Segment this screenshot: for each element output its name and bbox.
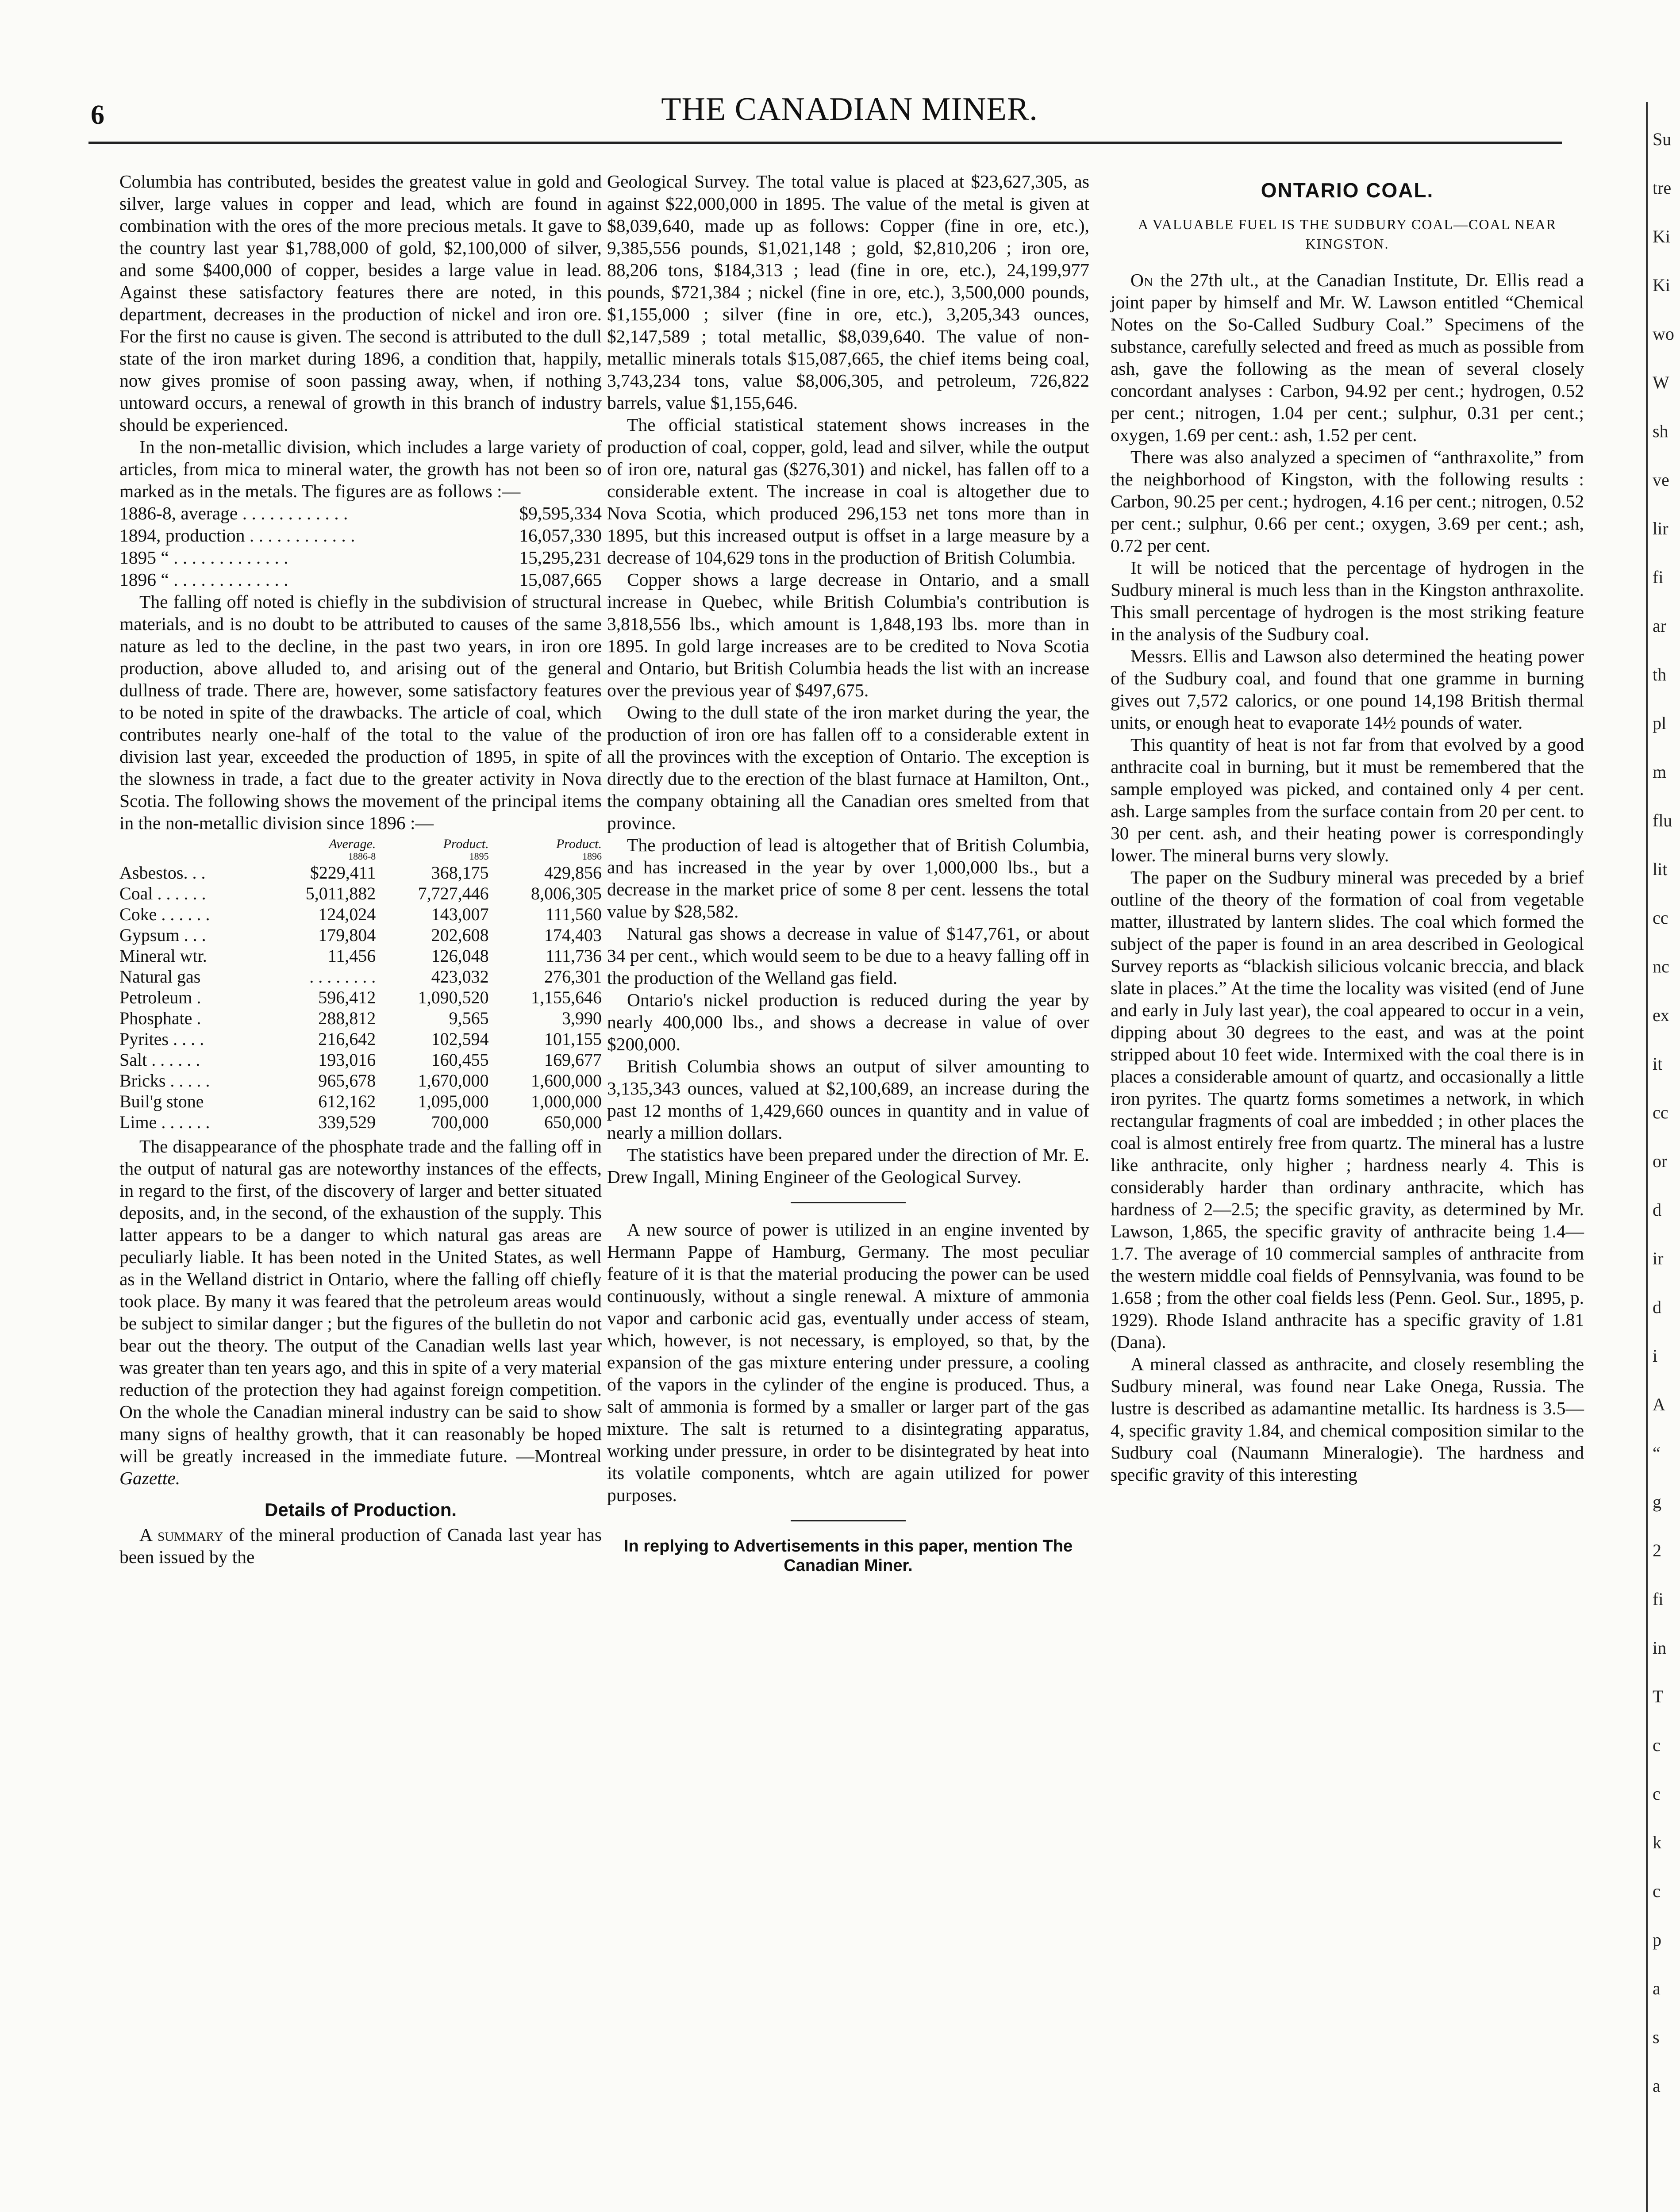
value-cell: 11,456: [327, 946, 376, 966]
value-cell: 202,608: [431, 925, 489, 945]
mineral-name: Mineral wtr.: [119, 946, 207, 966]
lead-words: On: [1130, 270, 1153, 290]
mineral-name: Lime . . . . . .: [119, 1112, 210, 1132]
adjacent-page-fragment: c: [1653, 1735, 1661, 1755]
value-cell: 7,727,446: [418, 883, 489, 903]
mineral-name: Coal . . . . . .: [119, 883, 206, 903]
table-row: [119, 1049, 602, 1070]
value-cell: 126,048: [431, 946, 489, 966]
figure-value: 15,087,665: [519, 569, 602, 590]
paragraph: This quantity of heat is not far from that evolved by a good anthracite coal in burning, but it must be remembered that the sample employed was picked, and contained only 4 per cent. ash. Large samples from the surface contain from 20 per cent. to 30 per cent. ash, and their heating power is correspondingly lower. The mineral burns very slowly.: [1111, 734, 1584, 865]
page-edge-rule: [1646, 102, 1648, 2212]
value-cell: 169,677: [544, 1050, 602, 1070]
paragraph: It will be noticed that the percentage of hydrogen in the Sudbury mineral is much less than in the Kingston anthraxolite. This small percentage of hydrogen is the most striking feature in the analysis of the Sudbury coal.: [1111, 557, 1584, 644]
paragraph: Ontario's nickel production is reduced during the year by nearly 400,000 lbs., and shows a decrease in value of over $200,000.: [607, 990, 1089, 1054]
adjacent-page-fragment: a: [1653, 1978, 1661, 1998]
adjacent-page-fragment: d: [1653, 1297, 1661, 1317]
value-cell: 276,301: [544, 967, 602, 987]
adjacent-page-fragment: s: [1653, 2027, 1660, 2047]
paragraph: The official statistical statement shows increases in the production of coal, copper, gold, lead and silver, while the output of iron ore, natural gas ($276,301) and nickel, has fallen off to a considerable extent. The increase in coal is altogether due to Nova Scotia, which produced 296,153 net tons more than in 1895, but this increased output is offset in a large measure by a decrease of 104,629 tons in the production of British Columbia.: [607, 415, 1089, 568]
adjacent-page-fragment: T: [1653, 1686, 1664, 1706]
adjacent-page-fragment: flu: [1653, 810, 1672, 830]
header-rule: [88, 142, 1562, 144]
value-cell: 111,560: [545, 904, 602, 924]
adjacent-page-fragment: lit: [1653, 859, 1668, 879]
paragraph: The falling off noted is chiefly in the subdivision of structural materials, and is no doubt to be attributed to causes of the same nature as led to the decline, in the past two years, in iron ore production, above alluded to, and arising out of the general dullness of trade. There are, however, some satisfactory features to be noted in spite of the drawbacks. The article of coal, which contributes nearly one-half of the total to the value of the division last year, exceeded the production of 1895, in spite of the slowness in trade, a fact due to the greater activity in Nova Scotia. The following shows the movement of the principal items in the non-metallic division since 1896 :—: [119, 591, 602, 833]
newspaper-title: THE CANADIAN MINER.: [661, 91, 1038, 127]
mineral-name: Coke . . . . . .: [119, 904, 210, 924]
adjacent-page-fragment: or: [1653, 1151, 1668, 1171]
mineral-name: Asbestos. . .: [119, 863, 206, 883]
mineral-name: Petroleum .: [119, 987, 201, 1007]
adjacent-page-fragment: sh: [1653, 421, 1668, 441]
adjacent-page-fragment: A: [1653, 1394, 1665, 1414]
adjacent-page-fragment: m: [1653, 762, 1667, 782]
value-cell: 368,175: [431, 863, 489, 883]
adjacent-page-fragment: Su: [1653, 129, 1672, 149]
figure-row: [119, 524, 602, 546]
value-cell: . . . . . . . .: [309, 967, 376, 987]
value-cell: 3,990: [562, 1008, 602, 1028]
value-cell: 1,090,520: [418, 987, 489, 1007]
paragraph: The paper on the Sudbury mineral was preceded by a brief outline of the theory of the formation of coal from vegetable matter, illustrated by lantern slides. The coal which formed the subject of the paper is found in an area described in Geological Survey reports as “blackish silicious volcanic breccia, and black slate in places.” At the time the locality was visited (end of June and early in July last year), the coal appeared to occur in a vein, dipping about 30 degrees to the east, and was at the point stripped about 10 feet wide. Intermixed with the coal there is in places a considerable amount of quartz, and occasionally a little iron pyrites. The quartz forms sometimes a network, in which rectangular fragments of coal are imbedded ; in other places the coal is almost entirely free from quartz. The mineral has a lustre like anthracite, only higher ; hardness nearly 4. This is considerably harder than ordinary anthracite, which has hardness of 2—2.5; the specific gravity, as determined by Mr. Lawson, 1,865, the specific gravity of anthracite being 1.4—1.7. The average of 10 commercial samples of anthracite from the western middle coal fields of Pennsylvania, was found to be 1.658 ; from the other coal fields less (Penn. Geol. Sur., 1895, p. 1929). Rhode Island anthracite has a specific gravity of 1.81 (Dana).: [1111, 867, 1584, 1352]
value-cell: 160,455: [431, 1050, 489, 1070]
section-divider: [791, 1520, 906, 1521]
figure-label: 1886-8, average . . . . . . . . . . . .: [119, 503, 348, 523]
table-subheader-row: [119, 851, 602, 862]
adjacent-page-fragment: nc: [1653, 956, 1669, 976]
paragraph: The statistics have been prepared under the direction of Mr. E. Drew Ingall, Mining Engineer of the Geological Survey.: [607, 1144, 1089, 1187]
adjacent-page-fragment: Ki: [1653, 227, 1670, 246]
column-subheader: [119, 851, 264, 862]
column-2: [607, 170, 1089, 1575]
adjacent-page-fragment: ir: [1653, 1248, 1664, 1268]
value-cell: 111,736: [545, 946, 602, 966]
figure-value: $9,595,334: [519, 503, 602, 523]
table-row: [119, 987, 602, 1008]
column-1: [119, 170, 602, 1568]
adjacent-page-fragment: th: [1653, 664, 1667, 684]
adjacent-page-fragment: ex: [1653, 1005, 1669, 1025]
value-cell: $229,411: [310, 863, 376, 883]
value-cell: 1,670,000: [418, 1071, 489, 1091]
paragraph: Columbia has contributed, besides the greatest value in gold and silver, large values in copper and lead, which are found in combination with the ores of the more precious metals. It gave to the country last year $1,788,000 of gold, $2,100,000 of silver, and some $400,000 of copper, besides a large value in lead. Against these satisfactory features there are noted, in this department, decreases in the production of nickel and iron ore. For the first no cause is given. The second is attributed to the dull state of the iron market during 1896, a condition that, happily, now gives promise of soon passing away, when, if nothing untoward occurs, a renewal of growth in this branch of industry should be experienced.: [119, 171, 602, 435]
section-divider: [791, 1202, 906, 1203]
figure-label: 1894, production . . . . . . . . . . . .: [119, 525, 355, 545]
figure-row: [119, 502, 602, 524]
value-cell: 101,155: [544, 1029, 602, 1049]
adjacent-page-fragment: 2: [1653, 1540, 1661, 1560]
section-heading: Details of Production.: [264, 1499, 457, 1520]
adjacent-page-fragment: g: [1653, 1492, 1661, 1512]
paragraph: Copper shows a large decrease in Ontario, and a small increase in Quebec, while British Columbia's contribution is 3,818,556 lbs., which amount is 1,848,193 lbs. more than in 1895. In gold large increases are to be credited to Nova Scotia and Ontario, but British Columbia heads the list with an increase over the previous year of $497,675.: [607, 569, 1089, 700]
paragraph: Geological Survey. The total value is placed at $23,627,305, as against $22,000,000 in 1895. The value of the metal is given at $8,039,640, made up as follows: Copper (fine in ore, etc.), 9,385,556 pounds, $1,021,148 ; gold, $2,810,206 ; iron ore, 88,206 tons, $184,313 ; lead (fine in ore, etc.), 24,199,977 pounds, $721,384 ; nickel (fine in ore, etc.), 3,500,000 pounds, $1,155,000 ; silver (fine in ore, etc.), 3,205,343 ounces, $2,147,589 ; total metallic, $8,039,640. The value of non-metallic minerals totals $15,087,665, the chief items being coal, 3,743,234 tons, value $8,006,305, and petroleum, 726,822 barrels, value $1,155,646.: [607, 171, 1089, 413]
paragraph: Messrs. Ellis and Lawson also determined the heating power of the Sudbury coal, and found that one gramme in burning gives out 7,572 calorics, or one pound 14,198 British thermal units, or enough heat to evaporate 14½ pounds of water.: [1111, 646, 1584, 733]
adjacent-page-fragment: W: [1653, 373, 1669, 392]
value-cell: 429,856: [544, 863, 602, 883]
value-cell: 102,594: [431, 1029, 489, 1049]
column-subheader: 1896: [582, 851, 602, 862]
figure-row: [119, 546, 602, 568]
adjacent-page-fragment: k: [1653, 1832, 1661, 1852]
column-header: Product.: [443, 837, 489, 851]
value-cell: 339,529: [318, 1112, 376, 1132]
mineral-name: Buil'g stone: [119, 1091, 204, 1111]
value-cell: 1,095,000: [418, 1091, 489, 1111]
value-cell: 124,024: [318, 904, 376, 924]
value-cell: 9,565: [449, 1008, 489, 1028]
value-cell: 193,016: [318, 1050, 376, 1070]
adjacent-page-fragment: fi: [1653, 1589, 1664, 1609]
table-row: [119, 945, 602, 966]
mineral-name: Salt . . . . . .: [119, 1050, 200, 1070]
adjacent-page-fragment: Ki: [1653, 275, 1670, 295]
adjacent-page-fragment: “: [1653, 1443, 1661, 1463]
value-cell: 1,600,000: [531, 1071, 602, 1091]
paragraph-text: The disappearance of the phosphate trade and the falling off in the output of natural gas are noteworthy instances of the effects, in regard to the first, of the discovery of larger and better situated deposits, and, in the second, of the exhaustion of the supply. This latter appears to be a danger to which natural gas areas are peculiarly liable. It has been noted in the United States, as well as in the Welland district in Ontario, where the falling off chiefly took place. By many it was feared that the petroleum areas would be subject to similar danger ; but the figures of the bulletin do not bear out the theory. The output of the Canadian wells last year was greater than ten years ago, and this in spite of a very material reduction of the protection they had against foreign competition. On the whole the Canadian mineral industry can be said to show many signs of healthy growth, that it can reasonably be hoped will be greatly increased in the immediate future. —Montreal: [119, 1136, 602, 1466]
value-cell: 179,804: [318, 925, 376, 945]
value-cell: 700,000: [431, 1112, 489, 1132]
adjacent-page-fragment: cc: [1653, 908, 1668, 928]
mineral-name: Natural gas: [119, 967, 201, 987]
table-row: [119, 862, 602, 883]
adjacent-page-fragment: in: [1653, 1638, 1667, 1658]
adjacent-page-fragment: ve: [1653, 470, 1669, 490]
value-cell: 1,000,000: [531, 1091, 602, 1111]
adjacent-page-fragment: pl: [1653, 713, 1667, 733]
value-cell: 288,812: [318, 1008, 376, 1028]
adjacent-page-fragment: p: [1653, 1930, 1661, 1950]
column-3: [1111, 170, 1584, 1486]
figure-value: 16,057,330: [519, 525, 602, 545]
page-number: 6: [91, 100, 104, 130]
column-header: Product.: [556, 837, 602, 851]
adjacent-page-fragment: a: [1653, 2076, 1661, 2096]
table-row: [119, 1112, 602, 1133]
article-subtitle: A VALUABLE FUEL IS THE SUDBURY COAL—COAL NEAR KINGSTON.: [1138, 216, 1557, 252]
adjacent-page-fragment: ar: [1653, 616, 1667, 636]
adjacent-page-fragment: d: [1653, 1200, 1661, 1220]
figure-label: 1896 “ . . . . . . . . . . . . .: [119, 569, 288, 590]
value-cell: 1,155,646: [531, 987, 602, 1007]
value-cell: 216,642: [318, 1029, 376, 1049]
figure-row: [119, 568, 602, 591]
article-title: ONTARIO COAL.: [1261, 179, 1434, 202]
adjacent-page-fragment: c: [1653, 1784, 1661, 1804]
value-cell: 143,007: [431, 904, 489, 924]
paragraph: In the non-metallic division, which includes a large variety of articles, from mica to mineral water, the growth has not been so marked as in the metals. The figures are as follows :—: [119, 437, 602, 501]
table-row: [119, 904, 602, 925]
value-cell: 965,678: [318, 1071, 376, 1091]
table-row: [119, 966, 602, 987]
adjacent-page-fragment: i: [1653, 1346, 1658, 1366]
production-table: [119, 837, 602, 1133]
production-figures-list: [119, 502, 602, 591]
adjacent-page-fragment: cc: [1653, 1102, 1668, 1122]
source-gazette: Gazette.: [119, 1468, 181, 1488]
advertiser-notice: In replying to Advertisements in this paper, mention The Canadian Miner.: [623, 1537, 1073, 1575]
value-cell: 8,006,305: [531, 883, 602, 903]
value-cell: 174,403: [544, 925, 602, 945]
column-header: Average.: [329, 837, 376, 851]
paragraph-text: of the mineral production of Canada last year has been issued by the: [119, 1525, 602, 1567]
paragraph-text: the 27th ult., at the Canadian Institute, Dr. Ellis read a joint paper by himself and Mr. W. Lawson entitled “Chemical Notes on the So-Called Sudbury Coal.” Specimens of the substance, carefully selected and freed as much as possible from ash, gave the following as the mean of several closely concordant analyses : Carbon, 94.92 per cent.; hydrogen, 0.52 per cent.; nitrogen, 1.04 per cent.; sulphur, 0.31 per cent.; oxygen, 1.69 per cent.: ash, 1.52 per cent.: [1111, 270, 1584, 445]
mineral-name: Gypsum . . .: [119, 925, 206, 945]
value-cell: 5,011,882: [305, 883, 376, 903]
mineral-name: Phosphate .: [119, 1008, 201, 1028]
figure-value: 15,295,231: [519, 547, 602, 568]
paragraph: Owing to the dull state of the iron market during the year, the production of iron ore has fallen off to a considerable extent in all the provinces with the exception of Ontario. The exception is directly due to the erection of the blast furnace at Hamilton, Ont., the company obtaining all the Canadian ores smelted from that province.: [607, 702, 1089, 833]
table-row: [119, 1091, 602, 1112]
column-subheader: 1895: [469, 851, 489, 862]
paragraph: Natural gas shows a decrease in value of $147,761, or about 34 per cent., which would seem to be due to a heavy falling off in the production of the Welland gas field.: [607, 923, 1089, 988]
value-cell: 423,032: [431, 967, 489, 987]
table-row: [119, 925, 602, 945]
paragraph: [119, 1135, 602, 1489]
lead-words: A summary: [139, 1525, 223, 1545]
column-subheader: 1886-8: [348, 851, 376, 862]
adjacent-page-fragment: fi: [1653, 567, 1664, 587]
table-row: [119, 1008, 602, 1029]
value-cell: 650,000: [544, 1112, 602, 1132]
adjacent-page-fragment: c: [1653, 1881, 1661, 1901]
mineral-name: Pyrites . . . .: [119, 1029, 204, 1049]
paragraph: British Columbia shows an output of silver amounting to 3,135,343 ounces, valued at $2,100,689, an increase during the past 12 months of 1,429,660 ounces in quantity and in value of nearly a million dollars.: [607, 1056, 1089, 1143]
table-row: [119, 1070, 602, 1091]
adjacent-page-fragment: tre: [1653, 178, 1672, 198]
value-cell: 612,162: [318, 1091, 376, 1111]
adjacent-page-fragment: wo: [1653, 324, 1674, 344]
paragraph: There was also analyzed a specimen of “anthraxolite,” from the neighborhood of Kingston, with the following results : Carbon, 90.25 per cent.; hydrogen, 4.16 per cent.; nitrogen, 0.52 per cent.; sulphur, 0.66 per cent.; oxygen, 3.69 per cent.; ash, 0.72 per cent.: [1111, 447, 1584, 556]
table-row: [119, 883, 602, 904]
column-header: [119, 837, 264, 851]
paragraph: The production of lead is altogether that of British Columbia, and has increased in the year by over 1,000,000 lbs., but a decrease in the market price of some 8 per cent. lessens the total value by $28,582.: [607, 835, 1089, 922]
adjacent-page-fragment: it: [1653, 1054, 1663, 1074]
mineral-name: Bricks . . . . .: [119, 1071, 210, 1091]
value-cell: 596,412: [318, 987, 376, 1007]
paragraph: A mineral classed as anthracite, and closely resembling the Sudbury mineral, was found near Lake Onega, Russia. The lustre is described as adamantine metallic. Its hardness is 3.5—4, specific gravity 1.84, and chemical composition similar to the Sudbury coal (Naumann Mineralogie). The hardness and specific gravity of this interesting: [1111, 1354, 1584, 1485]
paragraph: [1111, 269, 1584, 446]
adjacent-page-fragment: lir: [1653, 518, 1668, 538]
table-row: [119, 1029, 602, 1049]
paragraph: [119, 1524, 602, 1568]
figure-label: 1895 “ . . . . . . . . . . . . .: [119, 547, 288, 568]
table-header-row: [119, 837, 602, 851]
paragraph: A new source of power is utilized in an engine invented by Hermann Pappe of Hamburg, Germany. The most peculiar feature of it is that the material producing the power can be used continuously, without a single renewal. A mixture of ammonia vapor and carbonic acid gas, eventually under access of steam, which, however, is not necessary, is employed, so that, by the expansion of the gas mixture entering under pressure, a cooling of the vapors in the cylinder of the engine is produced. Thus, a salt of ammonia is formed by a smaller or larger part of the gas mixture. The salt is returned to a disintegrating apparatus, working under pressure, in order to be disintegrated by heat into its volatile components, whtch are again utilized for power purposes.: [607, 1219, 1089, 1505]
